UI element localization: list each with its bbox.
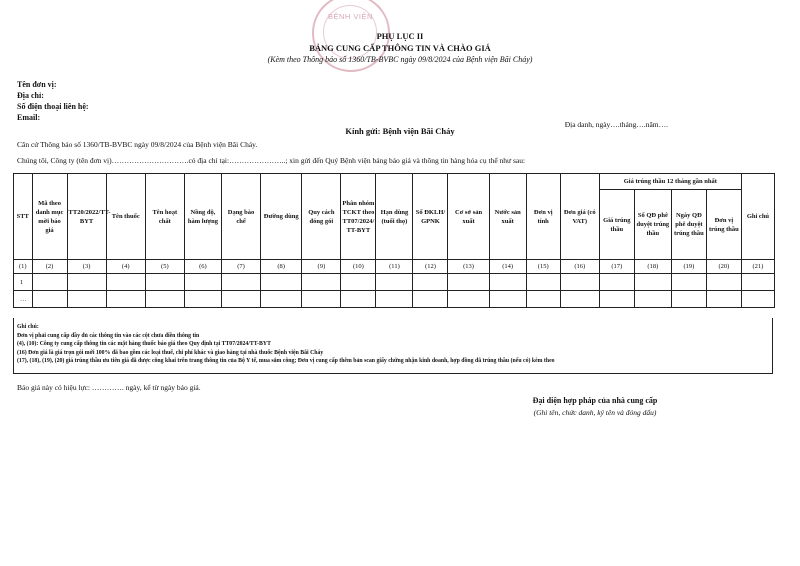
header-cell: Tên hoạt chất [145, 174, 184, 260]
table-row [14, 274, 775, 291]
column-number: (18) [634, 260, 671, 274]
column-number: (16) [560, 260, 599, 274]
column-number: (4) [106, 260, 145, 274]
column-number: (2) [32, 260, 67, 274]
column-number: (21) [741, 260, 774, 274]
validity-text: Báo giá này có hiệu lực: …………. ngày, kể từ ngày báo giá. [17, 383, 201, 392]
column-number: (20) [706, 260, 741, 274]
column-number: (13) [448, 260, 489, 274]
notes-box [13, 318, 773, 374]
group-header-cell: Giá trúng thầu 12 tháng gần nhất [599, 174, 741, 190]
header-cell: Nồng độ, hàm lượng [184, 174, 221, 260]
addressee: Kính gửi: Bệnh viện Bãi Cháy [345, 126, 455, 136]
column-number: (12) [413, 260, 448, 274]
row-stt: 1 [14, 274, 33, 291]
header-cell: Ngày QĐ phê duyệt trúng thầu [671, 190, 706, 260]
header-cell: Đơn vị trúng thầu [706, 190, 741, 260]
supplier-name-label: Tên đơn vị: [17, 80, 57, 89]
column-number: (19) [671, 260, 706, 274]
header-cell: Nước sản xuất [489, 174, 526, 260]
note-line: (4), (10): Công ty cung cấp thông tin các mặt hàng thuốc báo giá theo Quy định tại TT07/2024/TT-BYT [17, 341, 271, 347]
supplier-phone-label: Số điện thoại liên hệ: [17, 102, 89, 111]
note-line: Đơn vị phải cung cấp đầy đủ các thông tin vào các cột chưa điền thông tin [17, 332, 200, 339]
supplier-address-label: Địa chỉ: [17, 91, 44, 100]
column-number: (15) [526, 260, 560, 274]
basis-text: Căn cứ Thông báo số 1360/TB-BVBC ngày 09/8/2024 của Bệnh viện Bãi Cháy. [17, 140, 258, 149]
header-cell: Giá trúng thầu [599, 190, 634, 260]
price-quote-table [13, 173, 775, 308]
column-number: (3) [67, 260, 106, 274]
header-cell: Tên thuốc [106, 174, 145, 260]
table-row [14, 291, 775, 308]
header-cell: Phân nhóm TCKT theo TT07/2024/TT-BYT [341, 174, 376, 260]
supplier-email-label: Email: [17, 113, 41, 122]
column-number: (1) [14, 260, 33, 274]
stamp-text: BỆNH VIỆN [328, 12, 373, 21]
column-number: (14) [489, 260, 526, 274]
header-cell: Mã theo danh mục mời báo giá [32, 174, 67, 260]
signature-title: Đại diện hợp pháp của nhà cung cấp [532, 396, 658, 405]
header-cell: Dạng bào chế [221, 174, 260, 260]
column-number: (5) [145, 260, 184, 274]
header-cell: TT20/2022/TT-BYT [67, 174, 106, 260]
header-cell: Số ĐKLH/GPNK [413, 174, 448, 260]
header-cell: Ghi chú [741, 174, 774, 260]
header-cell: Quy cách đóng gói [302, 174, 341, 260]
header-cell: Số QĐ phê duyệt trúng thầu [634, 190, 671, 260]
row-stt: … [14, 291, 33, 308]
header-cell: Cơ sở sản xuất [448, 174, 489, 260]
intro-text: Chúng tôi, Công ty (tên đơn vị)………………………….có địa chỉ tại:…………………..; xin gửi đến Quý Bệnh viện bảng báo giá và thông tin hàng hóa cụ thể như sau: [17, 156, 526, 165]
signature-hint: (Ghi tên, chức danh, ký tên và đóng dấu) [533, 408, 657, 417]
document-subtitle: (Kèm theo Thông báo số 1360/TB-BVBC ngày 09/8/2024 của Bệnh viện Bãi Cháy) [267, 55, 533, 64]
column-number: (9) [302, 260, 341, 274]
note-line: (16) Đơn giá là giá trọn gói mới 100% đã bao gồm các loại thuế, chi phí khác và giao hàng tại nhà thuốc Bệnh viện Bãi Cháy [17, 349, 324, 356]
column-number: (8) [261, 260, 302, 274]
header-cell: Đơn giá (có VAT) [560, 174, 599, 260]
appendix-label: PHỤ LỤC II [376, 31, 424, 41]
place-date-line: Địa danh, ngày….tháng….năm…. [564, 120, 668, 129]
header-cell: Đơn vị tính [526, 174, 560, 260]
column-number: (10) [341, 260, 376, 274]
column-number: (11) [376, 260, 413, 274]
column-number: (17) [599, 260, 634, 274]
header-cell: Hạn dùng (tuổi thọ) [376, 174, 413, 260]
header-cell: STT [14, 174, 33, 260]
header-cell: Đường dùng [261, 174, 302, 260]
note-line: (17), (18), (19), (20) giá trúng thầu ưu tiên giá đã được công khai trên trang thông tin của Bộ Y tế, mua sắm công; Đơn vị cung cấp thêm bản scan giấy chứng nhận kinh doanh, hợp đồng đã trúng thầu (nếu có) kèm theo [17, 358, 555, 364]
column-number: (7) [221, 260, 260, 274]
column-number: (6) [184, 260, 221, 274]
notes-title: Ghi chú: [17, 324, 39, 330]
document-title: BẢNG CUNG CẤP THÔNG TIN VÀ CHÀO GIÁ [309, 43, 491, 53]
